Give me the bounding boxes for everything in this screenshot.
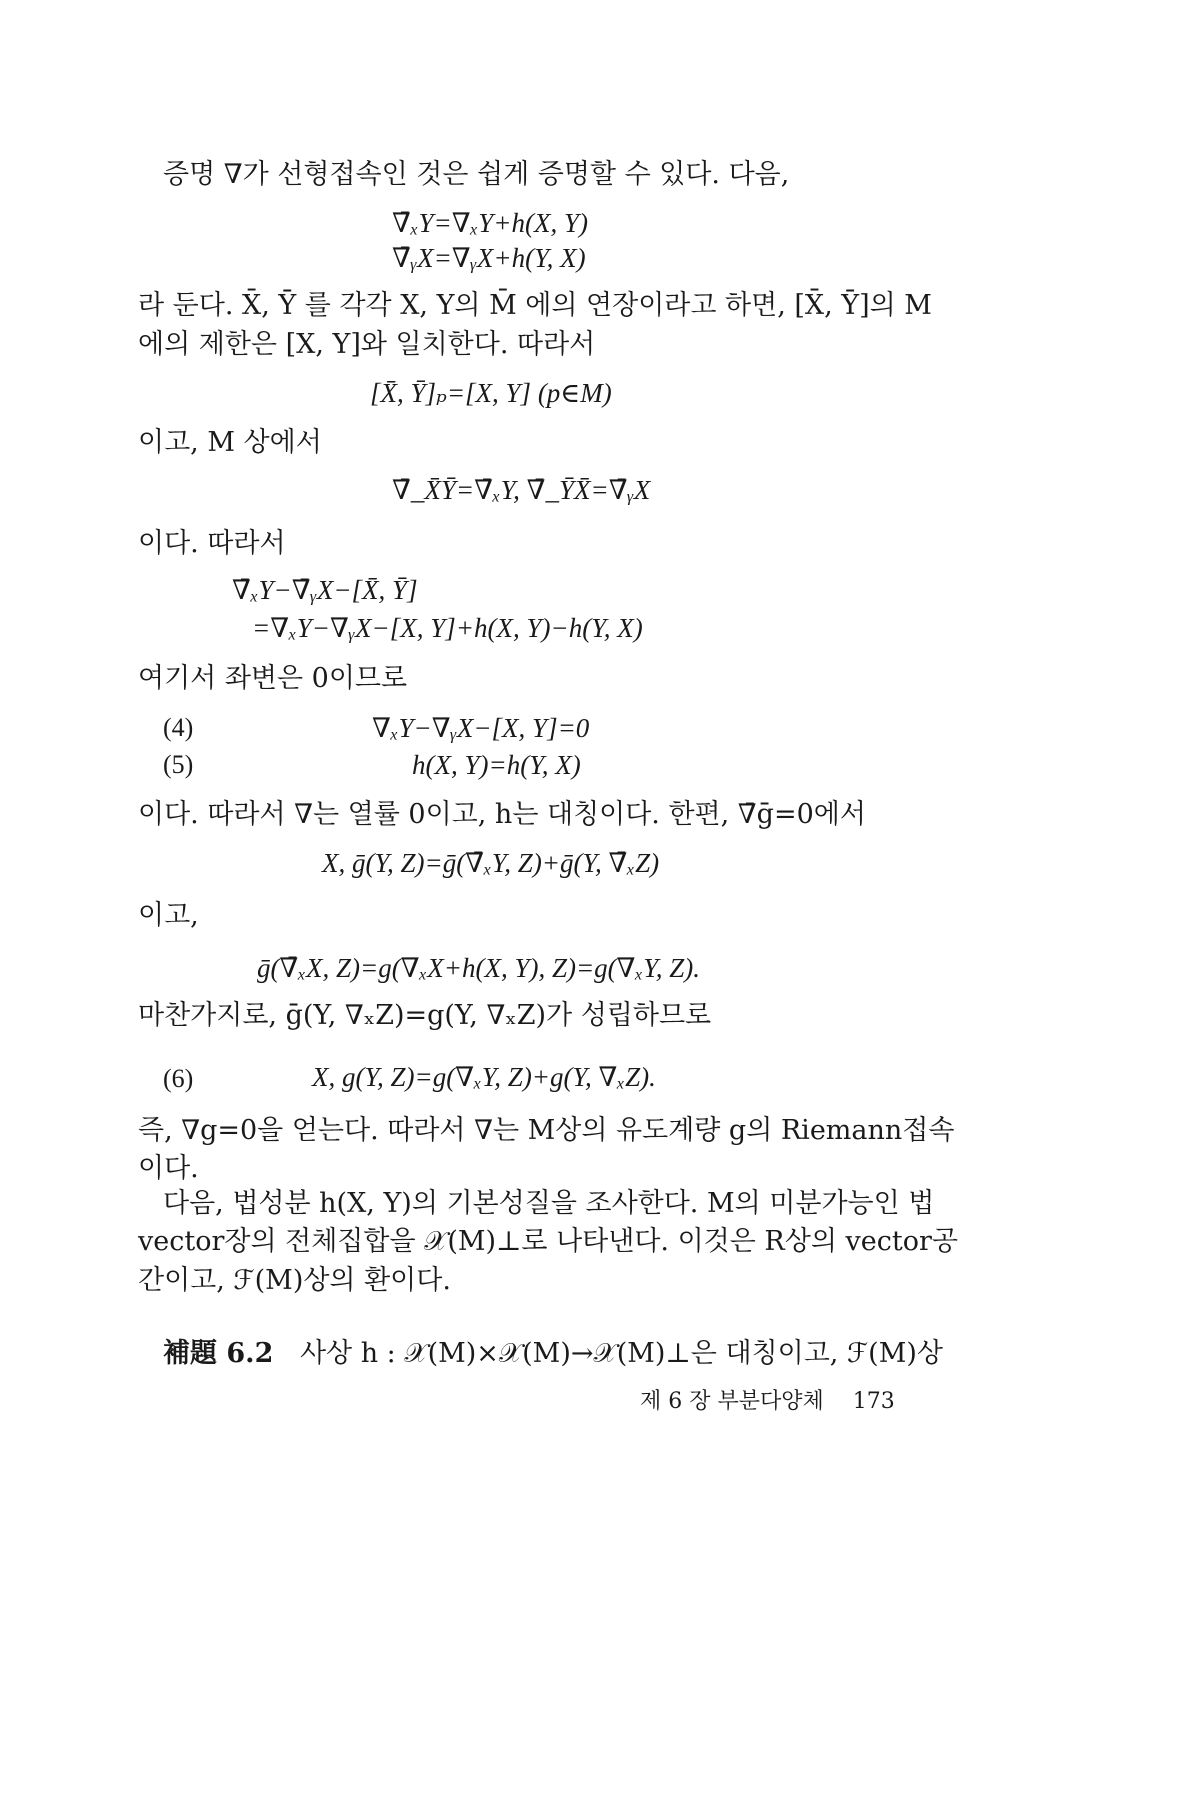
equation-3: [X̄, Ȳ]ₚ=[X, Y] (p∈M) (370, 378, 612, 408)
text-line-13: vector장의 전체집합을 𝒳(M)⊥로 나타낸다. 이것은 R상의 vector공 (138, 1226, 958, 1257)
text-line-2: 라 둔다. X̄, Ȳ 를 각각 X, Y의 M̄ 에의 연장이라고 하면, [X̄, Ȳ]의 M (138, 290, 932, 321)
text-line-7: 이다. 따라서 ∇는 열률 0이고, h는 대칭이다. 한편, ∇̄ḡ=0에서 (138, 799, 866, 830)
text-line-11: 이다. (138, 1153, 199, 1184)
text-line-3: 에의 제한은 [X, Y]와 일치한다. 따라서 (138, 329, 596, 360)
equation-number-5: (5) (163, 750, 194, 779)
text-line-10: 즉, ∇g=0을 얻는다. 따라서 ∇는 M상의 유도계량 g의 Riemann접속 (138, 1115, 955, 1146)
text-line-5: 이다. 따라서 (138, 528, 286, 559)
page-number: 173 (852, 1389, 895, 1414)
equation-6: =∇ₓY−∇ᵧX−[X, Y]+h(X, Y)−h(Y, X) (252, 613, 643, 643)
text-line-12: 다음, 법성분 h(X, Y)의 기본성질을 조사한다. M의 미분가능인 법 (163, 1188, 935, 1219)
equation-9: X, ḡ(Y, Z)=ḡ(∇̄ₓY, Z)+ḡ(Y, ∇̄ₓZ) (322, 848, 660, 878)
equation-1: ∇̄ₓY=∇ₓY+h(X, Y) (392, 208, 589, 238)
equation-8: h(X, Y)=h(Y, X) (412, 750, 581, 780)
equation-number-4: (4) (163, 713, 194, 742)
equation-number-6: (6) (163, 1064, 194, 1093)
text-line-9: 마찬가지로, ḡ(Y, ∇ₓZ)=g(Y, ∇ₓZ)가 성립하므로 (138, 1000, 712, 1031)
text-line-4: 이고, M 상에서 (138, 427, 322, 458)
proof-line-1: 증명 ∇가 선형접속인 것은 쉽게 증명할 수 있다. 다음, (163, 159, 790, 190)
lemma-line (163, 1337, 943, 1371)
running-footer (640, 1388, 895, 1416)
text-line-8: 이고, (138, 900, 199, 931)
equation-5: ∇̄ₓY−∇̄ᵧX−[X̄, Ȳ] (232, 575, 418, 605)
lemma-label: 補題 6.2 (163, 1338, 274, 1369)
lemma-text: 사상 h : 𝒳(M)×𝒳(M)→𝒳(M)⊥은 대칭이고, ℱ(M)상 (299, 1338, 943, 1369)
equation-10: ḡ(∇̄ₓX, Z)=g(∇ₓX+h(X, Y), Z)=g(∇ₓY, Z). (257, 953, 700, 983)
text-line-6: 여기서 좌변은 0이므로 (138, 663, 408, 694)
equation-7: ∇ₓY−∇ᵧX−[X, Y]=0 (372, 713, 590, 743)
equation-2: ∇̄ᵧX=∇ᵧX+h(Y, X) (392, 243, 586, 273)
chapter-title: 제 6 장 부분다양체 (640, 1389, 824, 1414)
equation-4: ∇̄_X̄Ȳ=∇̄ₓY, ∇̄_ȲX̄=∇̄ᵧX (392, 475, 651, 505)
text-line-14: 간이고, ℱ(M)상의 환이다. (138, 1265, 451, 1296)
equation-11: X, g(Y, Z)=g(∇ₓY, Z)+g(Y, ∇ₓZ). (312, 1062, 656, 1092)
